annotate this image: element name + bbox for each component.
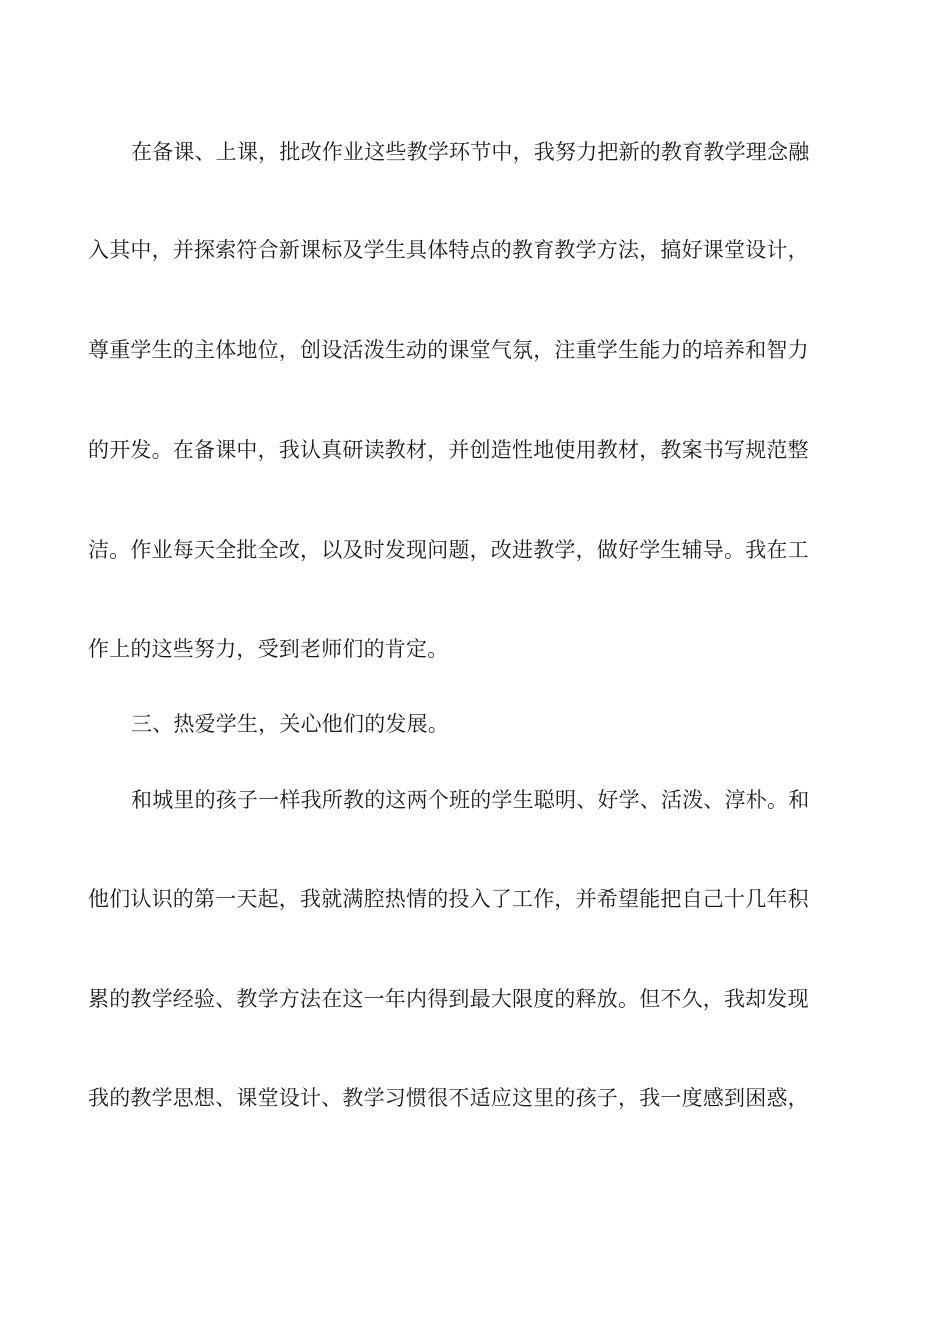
paragraph-line: 和城里的孩子一样我所教的这两个班的学生聪明、好学、活泼、淳朴。和 [131,788,810,812]
paragraph-line: 尊重学生的主体地位，创设活泼生动的课堂气氛，注重学生能力的培养和智力 [88,338,809,362]
paragraph-line: 入其中，并探索符合新课标及学生具体特点的教育教学方法，搞好课堂设计， [88,238,809,262]
paragraph-line: 作上的这些努力，受到老师们的肯定。 [88,637,449,661]
paragraph-line: 累的教学经验、教学方法在这一年内得到最大限度的释放。但不久，我却发现 [88,987,809,1011]
paragraph-line: 在备课、上课，批改作业这些教学环节中，我努力把新的教育教学理念融 [131,140,810,164]
paragraph-line: 的开发。在备课中，我认真研读教材，并创造性地使用教材，教案书写规范整 [88,438,809,462]
section-heading: 三、热爱学生，关心他们的发展。 [131,712,449,736]
paragraph-line: 洁。作业每天全批全改，以及时发现问题，改进教学，做好学生辅导。我在工 [88,538,809,562]
paragraph-line: 我的教学思想、课堂设计、教学习惯很不适应这里的孩子，我一度感到困惑， [88,1086,809,1110]
paragraph-line: 他们认识的第一天起，我就满腔热情的投入了工作，并希望能把自己十几年积 [88,887,809,911]
